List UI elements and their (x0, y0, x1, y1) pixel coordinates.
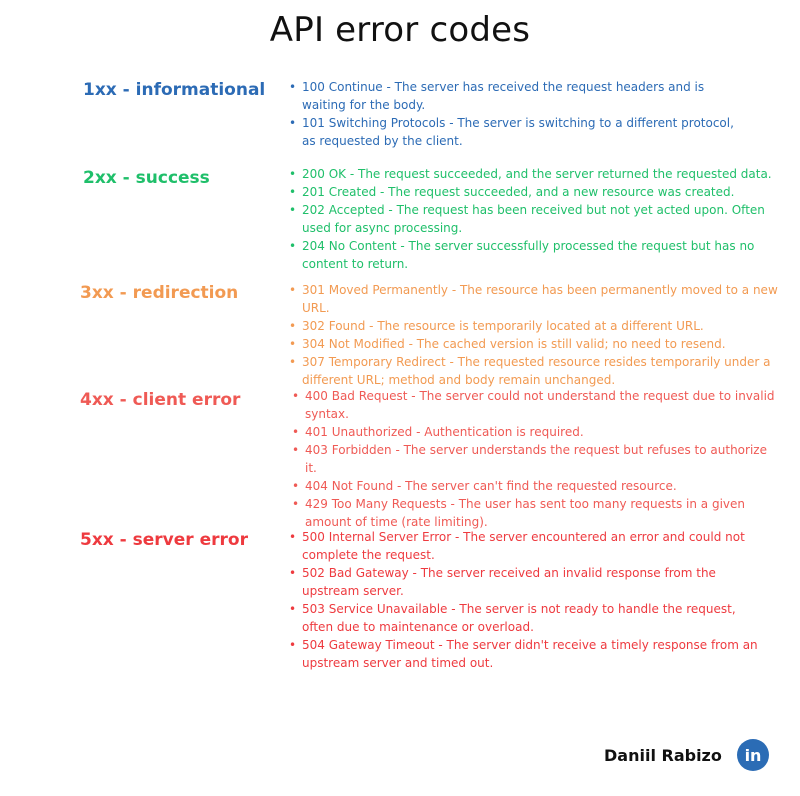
list-item: • 502 Bad Gateway - The server received an invalid response from the upstream server. (289, 566, 716, 598)
list-item: • 403 Forbidden - The server understands the request but refuses to authorize it. (292, 443, 767, 475)
section-heading-success: 2xx - success (83, 168, 210, 188)
author-name: Daniil Rabizo (604, 746, 722, 765)
list-item: • 301 Moved Permanently - The resource has been permanently moved to a new URL. (289, 283, 778, 315)
section-heading-server-error: 5xx - server error (80, 530, 248, 550)
list-item: • 204 No Content - The server successfully processed the request but has no content to return. (289, 239, 755, 271)
list-item: • 100 Continue - The server has received the request headers and is waiting for the body. (289, 80, 705, 112)
linkedin-icon[interactable]: in (737, 739, 769, 771)
list-item: • 429 Too Many Requests - The user has sent too many requests in a given amount of time (rate limiting). (292, 497, 746, 529)
section-heading-redirection: 3xx - redirection (80, 283, 239, 303)
list-item: • 304 Not Modified - The cached version is still valid; no need to resend. (289, 337, 726, 351)
client-error-list (292, 387, 782, 531)
section-heading-client-error: 4xx - client error (80, 390, 241, 410)
redirection-list (289, 281, 794, 389)
list-item: • 302 Found - The resource is temporarily located at a different URL. (289, 319, 704, 333)
list-item: • 500 Internal Server Error - The server encountered an error and could not complete the request. (289, 530, 745, 562)
list-item: • 307 Temporary Redirect - The requested resource resides temporarily under a different URL; method and body remain unchanged. (289, 355, 771, 387)
success-list (289, 165, 784, 273)
informational-list (289, 78, 749, 150)
list-item: • 404 Not Found - The server can't find the requested resource. (292, 479, 677, 493)
list-item: • 400 Bad Request - The server could not understand the request due to invalid syntax. (292, 389, 775, 421)
section-heading-informational: 1xx - informational (83, 80, 266, 100)
server-error-list (289, 528, 759, 672)
list-item: • 202 Accepted - The request has been received but not yet acted upon. Often used for async processing. (289, 203, 765, 235)
list-item: • 504 Gateway Timeout - The server didn't receive a timely response from an upstream server and timed out. (289, 638, 758, 670)
page-title: API error codes (269, 10, 531, 50)
list-item: • 201 Created - The request succeeded, and a new resource was created. (289, 185, 735, 199)
list-item: • 101 Switching Protocols - The server is switching to a different protocol, as requested by the client. (289, 116, 734, 148)
list-item: • 503 Service Unavailable - The server is not ready to handle the request, often due to maintenance or overload. (289, 602, 736, 634)
list-item: • 401 Unauthorized - Authentication is required. (292, 425, 584, 439)
list-item: • 200 OK - The request succeeded, and the server returned the requested data. (289, 167, 772, 181)
